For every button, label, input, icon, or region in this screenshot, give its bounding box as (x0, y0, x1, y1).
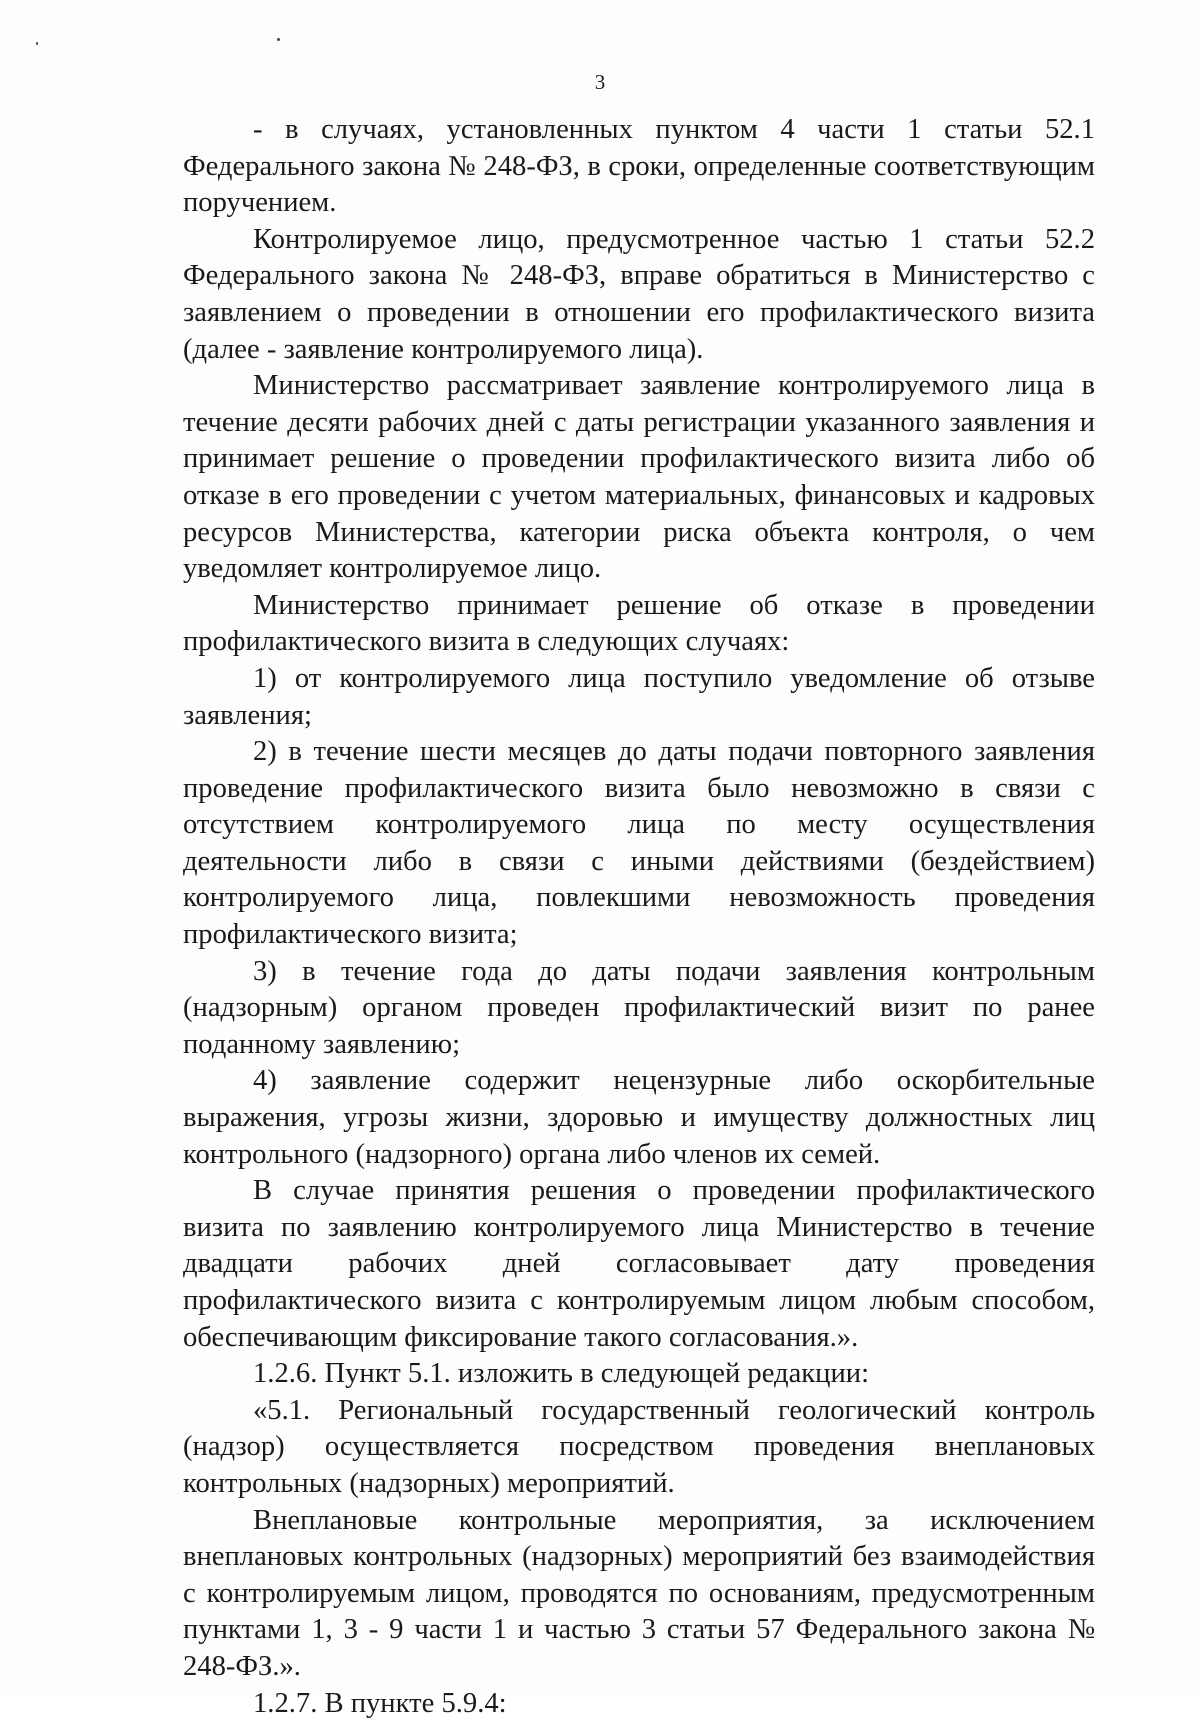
paragraph: - в случаях, установленных пунктом 4 части 1 статьи 52.1 Федерального закона № 248-ФЗ, в сроки, определенные соответствующим поручением. (183, 114, 1095, 219)
paragraph: 1.2.7. В пункте 5.9.4: (253, 1687, 507, 1719)
list-item: 1) от контролируемого лица поступило уведомление об отзыве заявления; (183, 662, 1095, 731)
scan-speck (277, 38, 280, 41)
list-item: 4) заявление содержит нецензурные либо оскорбительные выражения, угрозы жизни, здоровью и имуществу должностных лиц контрольного (надзорного) органа либо членов их семей. (183, 1065, 1095, 1170)
paragraph: Министерство рассматривает заявление контролируемого лица в течение десяти рабочих дней с даты регистрации указанного заявления и принимает решение о проведении профилактического визита либо об отказе в его проведении с учетом материальных, финансовых и кадровых ресурсов Министерства, категории риска объекта контроля, о чем уведомляет контролируемое лицо. (183, 370, 1095, 585)
paragraph: Внеплановые контрольные мероприятия, за исключением внеплановых контрольных (надзорных) мероприятий без взаимодействия с контролируемым лицом, проводятся по основаниям, предусмотренным пунктами 1, 3 - 9 части 1 и частью 3 статьи 57 Федерального закона № 248-ФЗ.». (183, 1504, 1095, 1682)
paragraph: «5.1. Региональный государственный геологический контроль (надзор) осуществляется посредством проведения внеплановых контрольных (надзорных) мероприятий. (183, 1394, 1095, 1499)
paragraph: 1.2.6. Пункт 5.1. изложить в следующей редакции: (253, 1358, 870, 1390)
list-item: 3) в течение года до даты подачи заявления контрольным (надзорным) органом проведен профилактический визит по ранее поданному заявлению; (183, 955, 1095, 1060)
page-number: 3 (594, 70, 606, 94)
list-item: 2) в течение шести месяцев до даты подачи повторного заявления проведение профилактического визита было невозможно в связи с отсутствием контролируемого лица по месту осуществления деятельности либо в связи с иными действиями (бездействием) контролируемого лица, повлекшими невозможность проведения профилактического визита; (183, 736, 1095, 951)
paragraph: Контролируемое лицо, предусмотренное частью 1 статьи 52.2 Федерального закона № 248-ФЗ, вправе обратиться в Министерство с заявлением о проведении в отношении его профилактического визита (далее - заявление контролируемого лица). (183, 223, 1095, 365)
paragraph: Министерство принимает решение об отказе в проведении профилактического визита в следующих случаях: (183, 589, 1095, 658)
paragraph: В случае принятия решения о проведении профилактического визита по заявлению контролируемого лица Министерство в течение двадцати рабочих дней согласовывает дату проведения профилактического визита с контролируемым лицом любым способом, обеспечивающим фиксирование такого согласования.». (183, 1175, 1095, 1353)
document-body (183, 112, 1095, 1722)
scan-speck (36, 42, 38, 45)
